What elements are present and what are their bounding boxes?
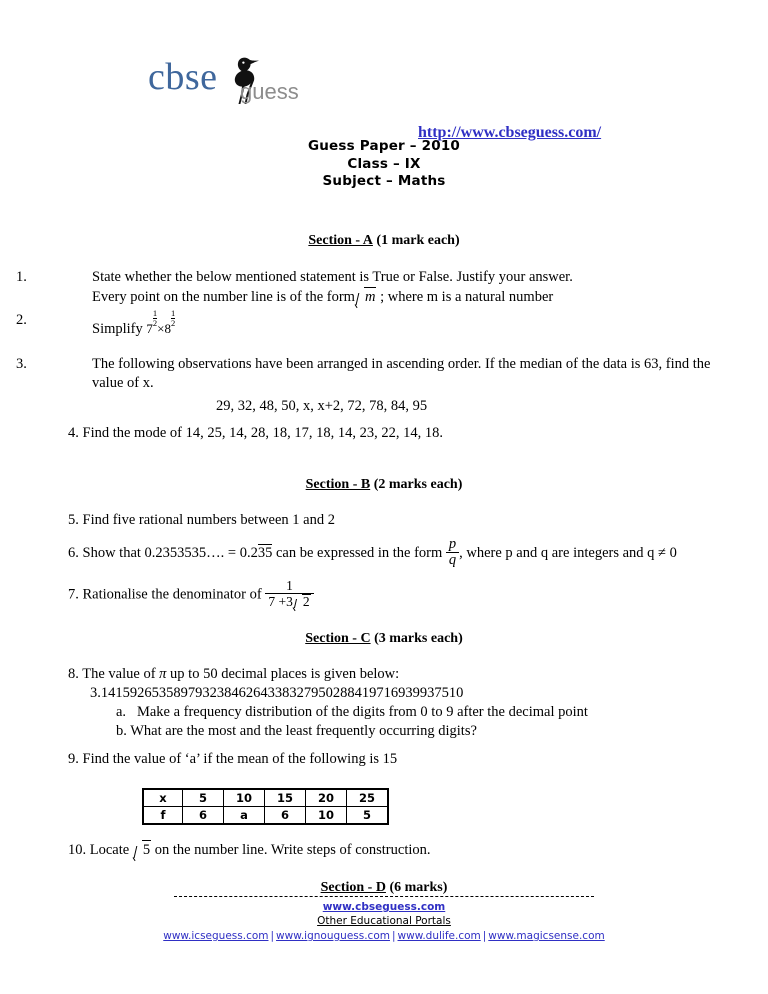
section-b-heading: [0, 477, 768, 493]
question-2-expression: 7 $\frac{1}{2}$ ×8 $\frac{1}{2}$: [146, 308, 176, 336]
question-10-pre: Locate: [89, 842, 130, 858]
question-10-number: 10.: [68, 842, 87, 858]
footer-separator: |: [270, 930, 275, 942]
footer-main-link[interactable]: www.cbseguess.com: [322, 901, 446, 913]
question-6-pre: Show that 0.2353535…. = 0.2: [82, 545, 258, 562]
exponent-one-half-a: $\frac{1}{2}$: [152, 308, 158, 328]
exponent-one-half-b: $\frac{1}{2}$: [170, 308, 176, 328]
cbseguess-logo: [148, 54, 338, 116]
sqrt-2: 2: [293, 594, 311, 609]
table-cell: 5: [347, 807, 389, 825]
table-cell: 20: [306, 789, 347, 807]
section-b-name: Section - B: [305, 477, 371, 492]
pi-value: 3.14159265358979323846264338327950288419716939937510: [90, 685, 464, 701]
pi-value-line: [68, 684, 768, 703]
fraction-p-over-q: $\frac{p}{q}$: [446, 537, 459, 568]
footer-links: [0, 930, 768, 942]
question-2-number: 2.: [16, 312, 27, 328]
section-a-heading: [0, 233, 768, 249]
question-2-label: Simplify: [92, 320, 143, 337]
question-3-line-2: value of x.: [92, 375, 154, 391]
logo-text-guess: guess: [240, 79, 299, 104]
question-1-line-2-pre: Every point on the number line is of the form: [92, 289, 355, 305]
table-cell: x: [143, 789, 183, 807]
question-8-line-1-post: up to 50 decimal places is given below:: [170, 666, 400, 682]
question-1-number: 1.: [16, 269, 27, 285]
question-1: [16, 268, 752, 307]
logo-text-cbse: cbse: [148, 56, 218, 98]
question-5-text: Find five rational numbers between 1 and 2: [82, 512, 335, 528]
table-cell: 6: [265, 807, 306, 825]
question-1-line-2: [92, 287, 752, 307]
question-6-post: , where p and q are integers and q ≠ 0: [459, 545, 677, 562]
question-7-label: Rationalise the denominator of: [82, 586, 262, 603]
question-5: [68, 511, 768, 530]
footer-portals-label: Other Educational Portals: [317, 915, 451, 927]
fraction-one-over-seven-plus-three-root-two: $\frac{1}{7 +3 2}$: [265, 579, 313, 609]
pi-symbol: π: [159, 666, 167, 682]
question-8-line-1: [68, 665, 768, 684]
footer-divider: [174, 896, 594, 897]
recurring-digits-overline: 35: [257, 545, 273, 562]
section-d-name: Section - D: [320, 880, 386, 895]
question-2: [16, 308, 516, 339]
question-4: [68, 424, 768, 443]
sqrt-m: m: [355, 287, 376, 307]
table-cell: 5: [183, 789, 224, 807]
question-9: [68, 750, 768, 769]
paper-title-line-2: Class – IX: [347, 155, 421, 172]
question-1-line-1: State whether the below mentioned statement is True or False. Justify your answer.: [92, 269, 573, 285]
section-d-heading: [0, 880, 768, 896]
question-5-number: 5.: [68, 512, 79, 528]
footer-link-dulife[interactable]: www.dulife.com: [397, 930, 481, 942]
question-8: [68, 665, 768, 741]
question-7: [68, 580, 768, 610]
paper-title-block: [0, 138, 768, 191]
section-c-heading: [0, 631, 768, 647]
question-6: [68, 538, 768, 569]
table-cell: a: [224, 807, 265, 825]
question-10: [68, 840, 768, 860]
section-a-name: Section - A: [308, 233, 373, 248]
question-8-sub-a-text: Make a frequency distribution of the digits from 0 to 9 after the decimal point: [136, 704, 588, 720]
question-9-text: Find the value of ‘a’ if the mean of the following is 15: [82, 751, 398, 767]
footer-separator: |: [391, 930, 396, 942]
question-6-number: 6.: [68, 545, 79, 562]
table-cell: f: [143, 807, 183, 825]
paper-title-line-1: Guess Paper – 2010: [307, 138, 461, 154]
question-3-observations: 29, 32, 48, 50, x, x+2, 72, 78, 84, 95: [216, 398, 428, 414]
section-a-marks: (1 mark each): [376, 233, 460, 248]
question-8-sub-a: [68, 703, 768, 722]
footer-link-icseguess[interactable]: www.icseguess.com: [163, 930, 269, 942]
section-c-name: Section - C: [305, 631, 371, 646]
question-8-sub-b-text: What are the most and the least frequently occurring digits?: [130, 723, 477, 739]
section-d-marks: (6 marks): [389, 880, 448, 895]
paper-title-line-3: Subject – Maths: [322, 173, 446, 189]
table-cell: 25: [347, 789, 389, 807]
frequency-table: [142, 788, 389, 825]
question-9-number: 9.: [68, 751, 79, 767]
question-10-post: on the number line. Write steps of construction.: [154, 842, 431, 858]
section-b-marks: (2 marks each): [373, 477, 463, 492]
footer-separator: |: [482, 930, 487, 942]
question-7-number: 7.: [68, 586, 79, 603]
table-cell: 10: [306, 807, 347, 825]
question-1-line-2-post: ; where m is a natural number: [380, 289, 554, 305]
question-8-number: 8.: [68, 666, 79, 682]
document-header: [0, 52, 768, 141]
question-8-sub-a-label: a.: [116, 704, 127, 720]
table-cell: 6: [183, 807, 224, 825]
question-3: [16, 355, 756, 416]
table-cell: 15: [265, 789, 306, 807]
question-6-mid: can be expressed in the form: [275, 545, 443, 562]
document-footer: [0, 896, 768, 942]
question-8-sub-b: [68, 722, 768, 741]
footer-link-magicsense[interactable]: www.magicsense.com: [488, 930, 605, 942]
sqrt-5: 5: [133, 840, 151, 860]
footer-link-ignouguess[interactable]: www.ignouguess.com: [276, 930, 390, 942]
question-8-line-1-pre: The value of: [82, 666, 156, 682]
section-c-marks: (3 marks each): [374, 631, 463, 646]
table-cell: 10: [224, 789, 265, 807]
question-8-sub-b-label: b.: [116, 723, 127, 739]
question-4-text: Find the mode of 14, 25, 14, 28, 18, 17, 18, 14, 23, 22, 14, 18.: [82, 425, 443, 441]
question-4-number: 4.: [68, 425, 79, 441]
question-3-number: 3.: [16, 356, 27, 372]
table-row: [143, 789, 388, 807]
table-row: [143, 807, 388, 825]
site-url-link[interactable]: http://www.cbseguess.com/: [418, 124, 602, 141]
question-3-line-1: The following observations have been arranged in ascending order. If the median of the data is 63, find the: [92, 356, 711, 372]
